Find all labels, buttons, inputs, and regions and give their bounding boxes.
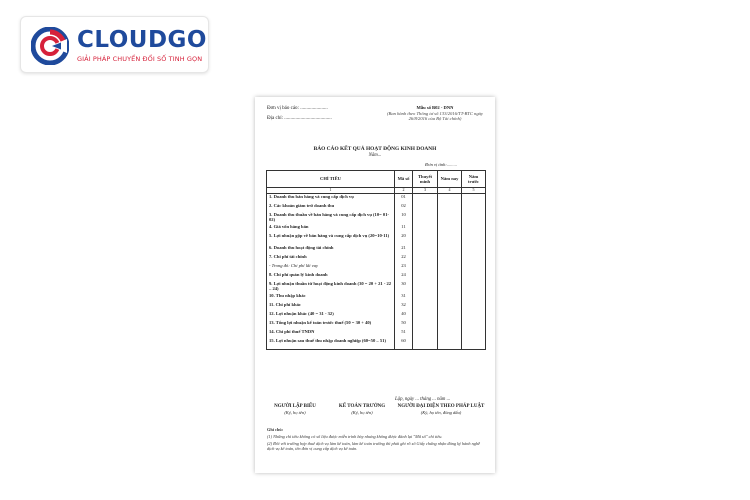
row-last-year bbox=[462, 203, 486, 212]
row-this-year bbox=[438, 263, 462, 272]
row-note bbox=[413, 272, 438, 281]
notes-heading: Ghi chú: bbox=[267, 427, 284, 432]
row-code: 21 bbox=[395, 245, 413, 254]
row-this-year bbox=[438, 338, 462, 350]
row-note bbox=[413, 263, 438, 272]
row-indicator: 1. Doanh thu bán hàng và cung cấp dịch vụ bbox=[267, 194, 395, 203]
row-note bbox=[413, 254, 438, 263]
row-this-year bbox=[438, 329, 462, 338]
row-code: 10 bbox=[395, 212, 413, 224]
form-note: (Ban hành theo Thông tư số 133/2016/TT-BTC ngày 26/8/2016 của Bộ Tài chính) bbox=[387, 110, 483, 121]
table-row bbox=[267, 338, 486, 350]
table-header-row bbox=[267, 171, 486, 188]
income-statement-table bbox=[266, 170, 486, 350]
row-note bbox=[413, 212, 438, 224]
row-this-year bbox=[438, 302, 462, 311]
table-row bbox=[267, 203, 486, 212]
row-code: 30 bbox=[395, 281, 413, 293]
table-row bbox=[267, 311, 486, 320]
row-note bbox=[413, 233, 438, 245]
row-code: 40 bbox=[395, 311, 413, 320]
row-indicator: 15. Lợi nhuận sau thuế thu nhập doanh nghiệp (60=50 – 51) bbox=[267, 338, 395, 350]
col-header-this-year: Năm nay bbox=[438, 171, 462, 188]
table-row bbox=[267, 194, 486, 203]
row-code: 50 bbox=[395, 320, 413, 329]
row-indicator: 13. Tổng lợi nhuận kế toán trước thuế (50 = 30 + 40) bbox=[267, 320, 395, 329]
col-header-indicator: CHỈ TIÊU bbox=[267, 171, 395, 188]
row-code: 60 bbox=[395, 338, 413, 350]
brand-tagline: GIẢI PHÁP CHUYỂN ĐỔI SỐ TINH GỌN bbox=[77, 55, 203, 63]
row-note bbox=[413, 245, 438, 254]
column-index: 1 bbox=[267, 188, 395, 194]
note-item: (1) Những chỉ tiêu không có số liệu được miễn trình bày nhưng không được đánh lại "Mã số" chỉ tiêu. bbox=[267, 434, 443, 440]
row-note bbox=[413, 329, 438, 338]
row-code: 23 bbox=[395, 263, 413, 272]
row-code: 24 bbox=[395, 272, 413, 281]
column-index: 3 bbox=[413, 188, 438, 194]
document-notes bbox=[267, 427, 485, 454]
table-row bbox=[267, 329, 486, 338]
signature-subtitle: (Ký, họ tên, đóng dấu) bbox=[420, 410, 462, 415]
row-last-year bbox=[462, 293, 486, 302]
note-item: (2) Đối với trường hợp thuê dịch vụ làm kế toán, làm kế toán trưởng thì phải ghi rõ số Giấy chứng nhận đăng ký hành nghề dịch vụ kế toán, tên đơn vị cung cấp dịch vụ kế toán. bbox=[267, 441, 480, 452]
row-this-year bbox=[438, 203, 462, 212]
column-index: 4 bbox=[438, 188, 462, 194]
row-indicator: 5. Lợi nhuận gộp về bán hàng và cung cấp dịch vụ (20=10-11) bbox=[267, 233, 395, 245]
table-row bbox=[267, 224, 486, 233]
row-this-year bbox=[438, 293, 462, 302]
row-code: 31 bbox=[395, 293, 413, 302]
table-row bbox=[267, 281, 486, 293]
row-note bbox=[413, 338, 438, 350]
row-code: 11 bbox=[395, 224, 413, 233]
row-last-year bbox=[462, 254, 486, 263]
row-last-year bbox=[462, 272, 486, 281]
table-row bbox=[267, 212, 486, 224]
row-this-year bbox=[438, 194, 462, 203]
signature-chief-accountant bbox=[327, 404, 397, 415]
row-code: 32 bbox=[395, 302, 413, 311]
report-year: Năm... bbox=[368, 153, 382, 158]
row-this-year bbox=[438, 224, 462, 233]
table-row bbox=[267, 272, 486, 281]
table-row bbox=[267, 293, 486, 302]
report-date-line: Lập, ngày ... tháng ... năm ... bbox=[395, 397, 451, 402]
row-indicator: 10. Thu nhập khác bbox=[267, 293, 395, 302]
row-indicator: 7. Chi phí tài chính bbox=[267, 254, 395, 263]
row-code: 01 bbox=[395, 194, 413, 203]
table-row bbox=[267, 245, 486, 254]
row-code: 02 bbox=[395, 203, 413, 212]
table-row bbox=[267, 254, 486, 263]
row-indicator: - Trong đó: Chi phí lãi vay bbox=[267, 263, 395, 272]
signature-legal-representative bbox=[395, 404, 487, 415]
form-code: Mẫu số B02 - DNN bbox=[416, 105, 454, 110]
row-last-year bbox=[462, 233, 486, 245]
currency-unit: Đơn vị tính:......... bbox=[425, 162, 458, 167]
row-this-year bbox=[438, 281, 462, 293]
row-note bbox=[413, 320, 438, 329]
report-document bbox=[255, 97, 495, 473]
signature-title: NGƯỜI ĐẠI DIỆN THEO PHÁP LUẬT bbox=[397, 404, 485, 409]
col-header-notes: Thuyết minh bbox=[413, 171, 438, 188]
signature-subtitle: (Ký, họ tên) bbox=[351, 410, 373, 415]
document-form-header bbox=[385, 105, 485, 122]
row-last-year bbox=[462, 263, 486, 272]
row-this-year bbox=[438, 245, 462, 254]
row-code: 22 bbox=[395, 254, 413, 263]
row-this-year bbox=[438, 320, 462, 329]
row-last-year bbox=[462, 320, 486, 329]
brand-logo-card bbox=[20, 16, 209, 73]
row-this-year bbox=[438, 254, 462, 263]
signature-preparer bbox=[263, 404, 327, 415]
table-row bbox=[267, 263, 486, 272]
row-indicator: 4. Giá vốn hàng bán bbox=[267, 224, 395, 233]
row-indicator: 3. Doanh thu thuần về bán hàng và cung cấp dịch vụ (10= 01-02) bbox=[267, 212, 395, 224]
row-note bbox=[413, 293, 438, 302]
row-last-year bbox=[462, 281, 486, 293]
col-header-code: Mã số bbox=[395, 171, 413, 188]
row-indicator: 12. Lợi nhuận khác (40 = 31 - 32) bbox=[267, 311, 395, 320]
row-last-year bbox=[462, 224, 486, 233]
address-line: Địa chỉ: ...................................... bbox=[267, 116, 332, 121]
row-note bbox=[413, 203, 438, 212]
row-indicator: 8. Chi phí quản lý kinh doanh bbox=[267, 272, 395, 281]
reporting-unit-line: Đơn vị báo cáo: ...................... bbox=[267, 106, 328, 111]
table-row bbox=[267, 302, 486, 311]
row-indicator: 9. Lợi nhuận thuần từ hoạt động kinh doanh (30 = 20 + 21 - 22 – 24) bbox=[267, 281, 395, 293]
row-indicator: 6. Doanh thu hoạt động tài chính bbox=[267, 245, 395, 254]
row-note bbox=[413, 224, 438, 233]
cloudgo-logo-icon bbox=[31, 27, 69, 65]
row-note bbox=[413, 311, 438, 320]
signature-title: KẾ TOÁN TRƯỞNG bbox=[338, 404, 386, 409]
row-this-year bbox=[438, 311, 462, 320]
signature-subtitle: (Ký, họ tên) bbox=[284, 410, 306, 415]
row-last-year bbox=[462, 311, 486, 320]
column-index: 2 bbox=[395, 188, 413, 194]
signature-title: NGƯỜI LẬP BIỂU bbox=[274, 404, 316, 409]
row-indicator: 11. Chi phí khác bbox=[267, 302, 395, 311]
row-note bbox=[413, 302, 438, 311]
row-this-year bbox=[438, 212, 462, 224]
row-last-year bbox=[462, 194, 486, 203]
column-index: 5 bbox=[462, 188, 486, 194]
row-last-year bbox=[462, 302, 486, 311]
row-last-year bbox=[462, 338, 486, 350]
row-note bbox=[413, 194, 438, 203]
row-indicator: 2. Các khoản giảm trừ doanh thu bbox=[267, 203, 395, 212]
row-last-year bbox=[462, 245, 486, 254]
row-last-year bbox=[462, 329, 486, 338]
row-this-year bbox=[438, 233, 462, 245]
brand-name: CLOUDGO bbox=[77, 27, 207, 53]
table-row bbox=[267, 320, 486, 329]
row-indicator: 14. Chi phí thuế TNDN bbox=[267, 329, 395, 338]
row-this-year bbox=[438, 272, 462, 281]
row-code: 51 bbox=[395, 329, 413, 338]
table-row bbox=[267, 233, 486, 245]
report-title: BÁO CÁO KẾT QUẢ HOẠT ĐỘNG KINH DOANH bbox=[313, 146, 437, 152]
row-note bbox=[413, 281, 438, 293]
row-last-year bbox=[462, 212, 486, 224]
row-code: 20 bbox=[395, 233, 413, 245]
document-left-header bbox=[267, 106, 332, 126]
col-header-last-year: Năm trước bbox=[462, 171, 486, 188]
